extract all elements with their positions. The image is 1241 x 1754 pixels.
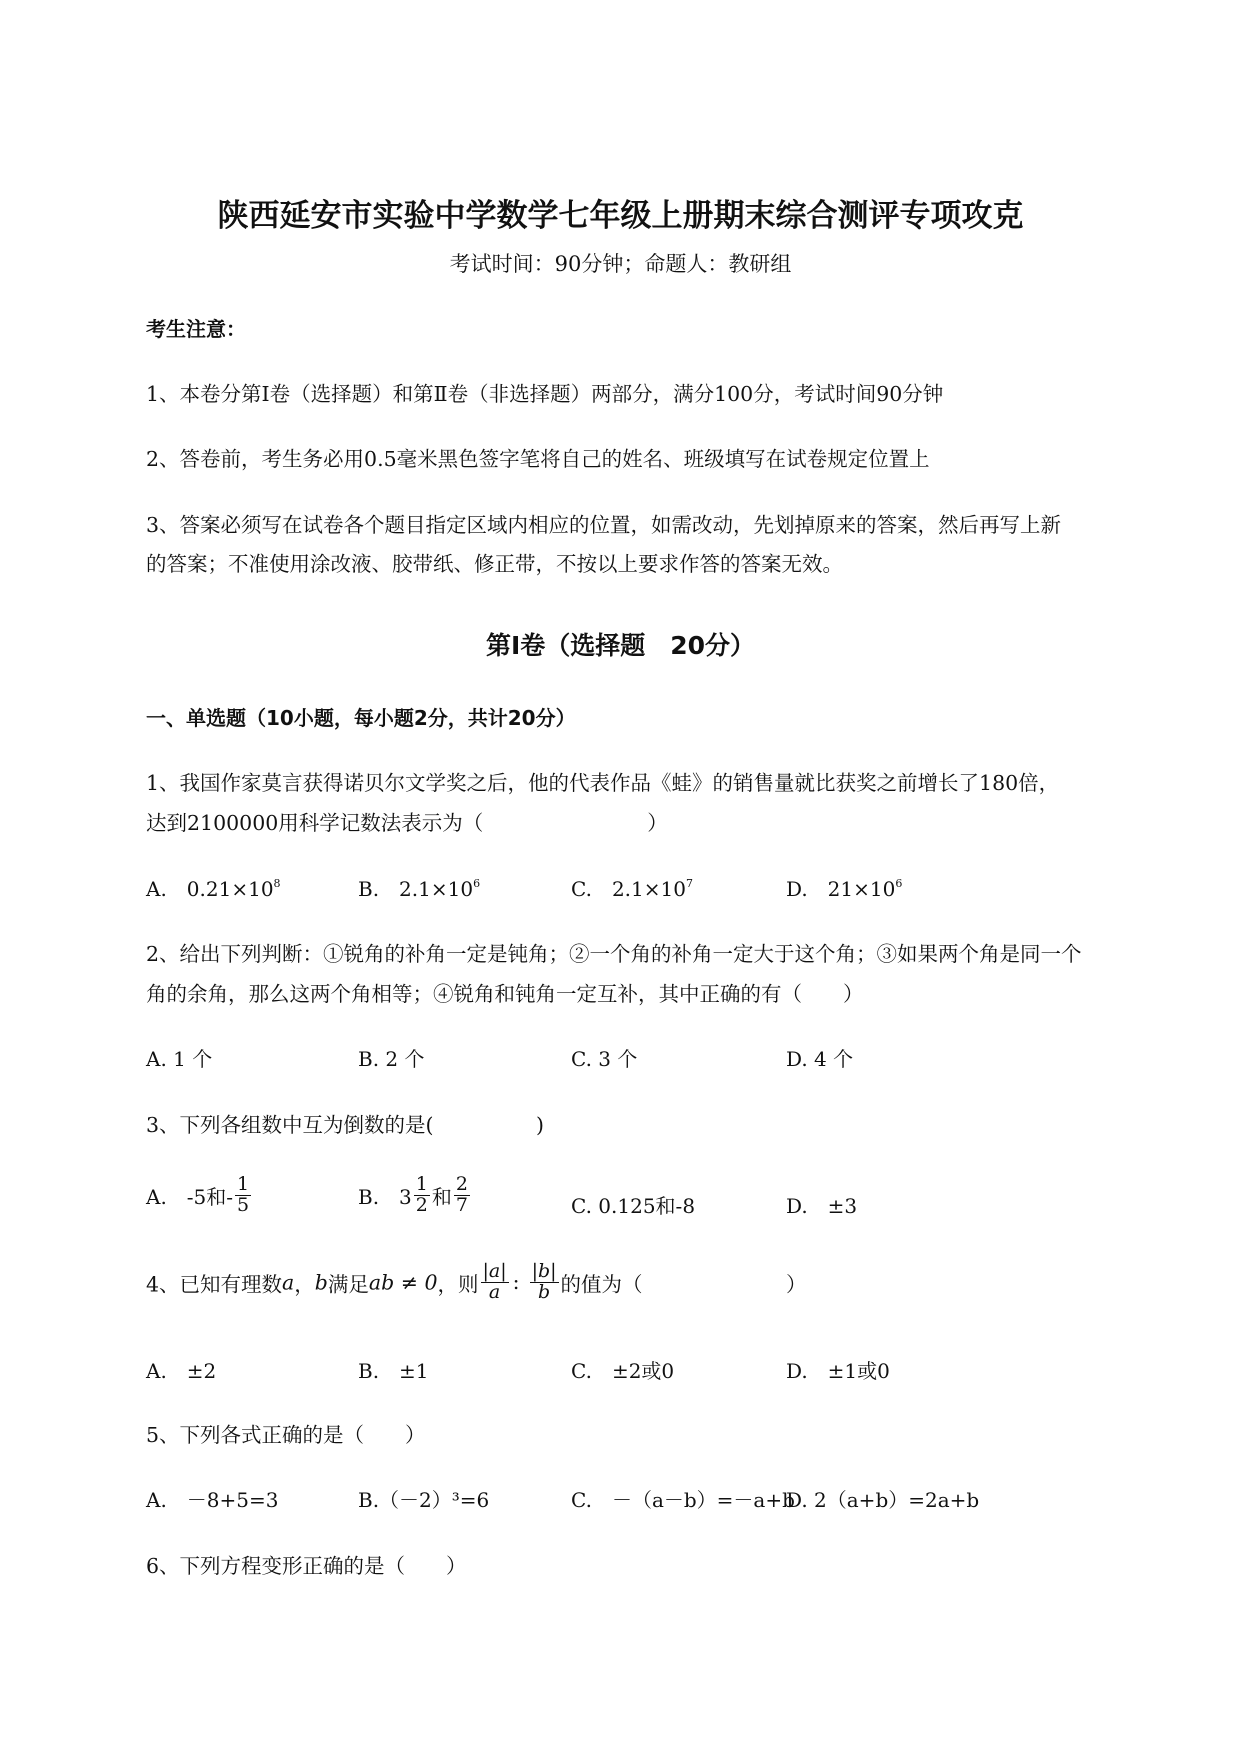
question-1-option-d: D. $21\times 10^6$: [786, 877, 903, 901]
question-2-option-a: A. 1 个: [146, 1047, 213, 1071]
question-3-option-d: D. ±3: [786, 1194, 858, 1218]
question-2-option-b: B. 2 个: [358, 1047, 425, 1071]
fraction: $\frac{|a|}{a}$: [482, 1260, 507, 1303]
question-6-line-1: 6、下列方程变形正确的是（ ）: [146, 1554, 467, 1578]
question-3-option-b: B. 3 $\frac{1}{2}$ 和 $\frac{2}{7}$: [358, 1173, 468, 1216]
exam-subtitle: 考试时间：90分钟；命题人：教研组: [449, 252, 792, 276]
question-4-option-d: D. ±1或0: [786, 1359, 890, 1383]
question-1-line-2: 达到2100000用科学记数法表示为（ ）: [146, 811, 668, 835]
question-3-option-a: A. -5和- $\frac{1}{5}$: [146, 1173, 250, 1216]
part-1-title: 第I卷（选择题 20分）: [485, 631, 756, 660]
fraction: $\frac{1}{2}$: [415, 1173, 428, 1216]
question-5-option-d: D. 2（a+b）=2a+b: [786, 1488, 980, 1512]
question-2-line-2: 角的余角，那么这两个角相等；④锐角和钝角一定互补，其中正确的有（ ）: [146, 982, 864, 1006]
question-4-line-1: 4、已知有理数a，b满足ab ≠ 0，则 $\frac{|a|}{a}$ : $\frac{|b|}{b}$ 的值为（ ）: [146, 1260, 807, 1303]
question-5-option-b: B.（－2）³=6: [358, 1488, 490, 1512]
question-4-option-a: A. ±2: [146, 1359, 217, 1383]
notice-item-3-line-2: 的答案；不准使用涂改液、胶带纸、修正带，不按以上要求作答的答案无效。: [146, 552, 843, 576]
question-5-option-c: C. －（a－b）=－a+b: [571, 1488, 795, 1512]
question-1-option-c: C. $2.1\times 10^7$: [571, 877, 693, 901]
question-1-line-1: 1、我国作家莫言获得诺贝尔文学奖之后，他的代表作品《蛙》的销售量就比获奖之前增长了180倍，: [146, 771, 1060, 795]
question-4-option-c: C. ±2或0: [571, 1359, 675, 1383]
question-2-option-c: C. 3 个: [571, 1047, 638, 1071]
fraction: $\frac{|b|}{b}$: [531, 1260, 557, 1303]
question-1-option-a: A. $0.21\times 10^8$: [146, 877, 281, 901]
fraction: $\frac{1}{5}$: [237, 1173, 250, 1216]
question-5-line-1: 5、下列各式正确的是（ ）: [146, 1423, 426, 1447]
question-2-option-d: D. 4 个: [786, 1047, 854, 1071]
question-5-option-a: A. －8+5=3: [146, 1488, 279, 1512]
question-2-line-1: 2、给出下列判断：①锐角的补角一定是钝角；②一个角的补角一定大于这个角；③如果两个角是同一个: [146, 942, 1082, 966]
notice-item-1: 1、本卷分第I卷（选择题）和第Ⅱ卷（非选择题）两部分，满分100分，考试时间90分钟: [146, 382, 944, 406]
notice-heading: 考生注意：: [146, 317, 246, 341]
question-3-line-1: 3、下列各组数中互为倒数的是( ): [146, 1113, 545, 1137]
question-1-option-b: B. $2.1\times 10^6$: [358, 877, 481, 901]
question-4-option-b: B. ±1: [358, 1359, 429, 1383]
fraction: $\frac{2}{7}$: [455, 1173, 468, 1216]
notice-item-2: 2、答卷前，考生务必用0.5毫米黑色签字笔将自己的姓名、班级填写在试卷规定位置上: [146, 447, 930, 471]
page-title: 陕西延安市实验中学数学七年级上册期末综合测评专项攻克: [217, 198, 1024, 234]
section-heading: 一、单选题（10小题，每小题2分，共计20分）: [146, 706, 576, 730]
question-3-option-c: C. 0.125和-8: [571, 1194, 696, 1218]
notice-item-3-line-1: 3、答案必须写在试卷各个题目指定区域内相应的位置，如需改动，先划掉原来的答案，然后再写上新: [146, 513, 1062, 537]
